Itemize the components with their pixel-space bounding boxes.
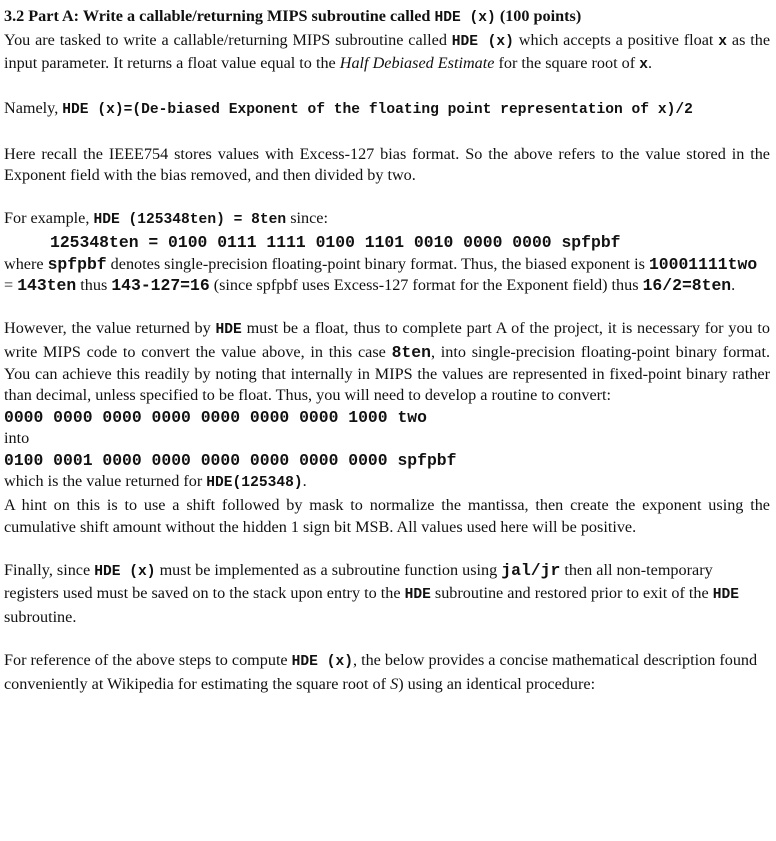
intro-paragraph: You are tasked to write a callable/returning MIPS subroutine called HDE (x) which accepts a positive float x as the input parameter. It returns a float value equal to the Half Debiased Estimate for the square root of x. <box>4 30 771 74</box>
binary-to: 0100 0001 0000 0000 0000 0000 0000 0000 spfpbf <box>4 450 457 470</box>
finally-paragraph: Finally, since HDE (x) must be implemented as a subroutine function using jal/jr then all non-temporary registers used must be saved on to the stack upon entry to the HDE subroutine and restored prior to exit of the HDE subroutine. <box>4 560 739 627</box>
namely-paragraph: Namely, HDE (x)=(De-biased Exponent of the floating point representation of x)/2 <box>4 99 693 119</box>
hint-paragraph: A hint on this is to use a shift followed by mask to normalize the mantissa, then create the exponent using the cumulative shift amount without the hidden 1 sign bit MSB. All values used here will be positive. <box>4 496 770 536</box>
recall-paragraph: Here recall the IEEE754 stores values with Excess-127 bias format. So the above refers to the value stored in the Exponent field with the bias removed, and then divided by two. <box>4 144 770 185</box>
binary-from: 0000 0000 0000 0000 0000 0000 0000 1000 two <box>4 407 427 427</box>
example-paragraph: For example, HDE (125348ten) = 8ten since: 125348ten = 0100 0111 1111 0100 1101 0010 0000 0000 spfpbf where spfpbf denotes single-precision floating-point binary format. Thus, the biased exponent is 10001111two = 143ten thus 143-127=16 (since spfpbf uses Excess-127 format for the Exponent field) thus 16/2=8ten. <box>4 208 770 296</box>
example-binary-line: 125348ten = 0100 0111 1111 0100 1101 0010 0000 0000 spfpbf <box>50 232 621 252</box>
section-heading: 3.2 Part A: Write a callable/returning MIPS subroutine called HDE (x) (100 points) <box>4 7 582 26</box>
document-page <box>4 6 770 695</box>
however-paragraph: However, the value returned by HDE must be a float, thus to complete part A of the project, it is necessary for you to write MIPS code to convert the value above, in this case 8ten, into single-precision floating-point binary format. You can achieve this readily by noting that internally in MIPS the values are represented in fixed-point binary rather than decimal, unless specified to be float. Thus, you will need to develop a routine to convert: 0000 0000 0000 0000 0000 0000 0000 1000 two into 0100 0001 0000 0000 0000 0000 0000 0000 spfpbf which is the value returned for HDE(125348). A hint on this is to use a shift followed by mask to normalize the mantissa, then create the exponent using the cumulative shift amount without the hidden 1 sign bit MSB. All values used here will be positive. <box>4 318 770 538</box>
reference-paragraph: For reference of the above steps to compute HDE (x), the below provides a concise mathematical description found conveniently at Wikipedia for estimating the square root of S) using an identical procedure: <box>4 651 758 693</box>
